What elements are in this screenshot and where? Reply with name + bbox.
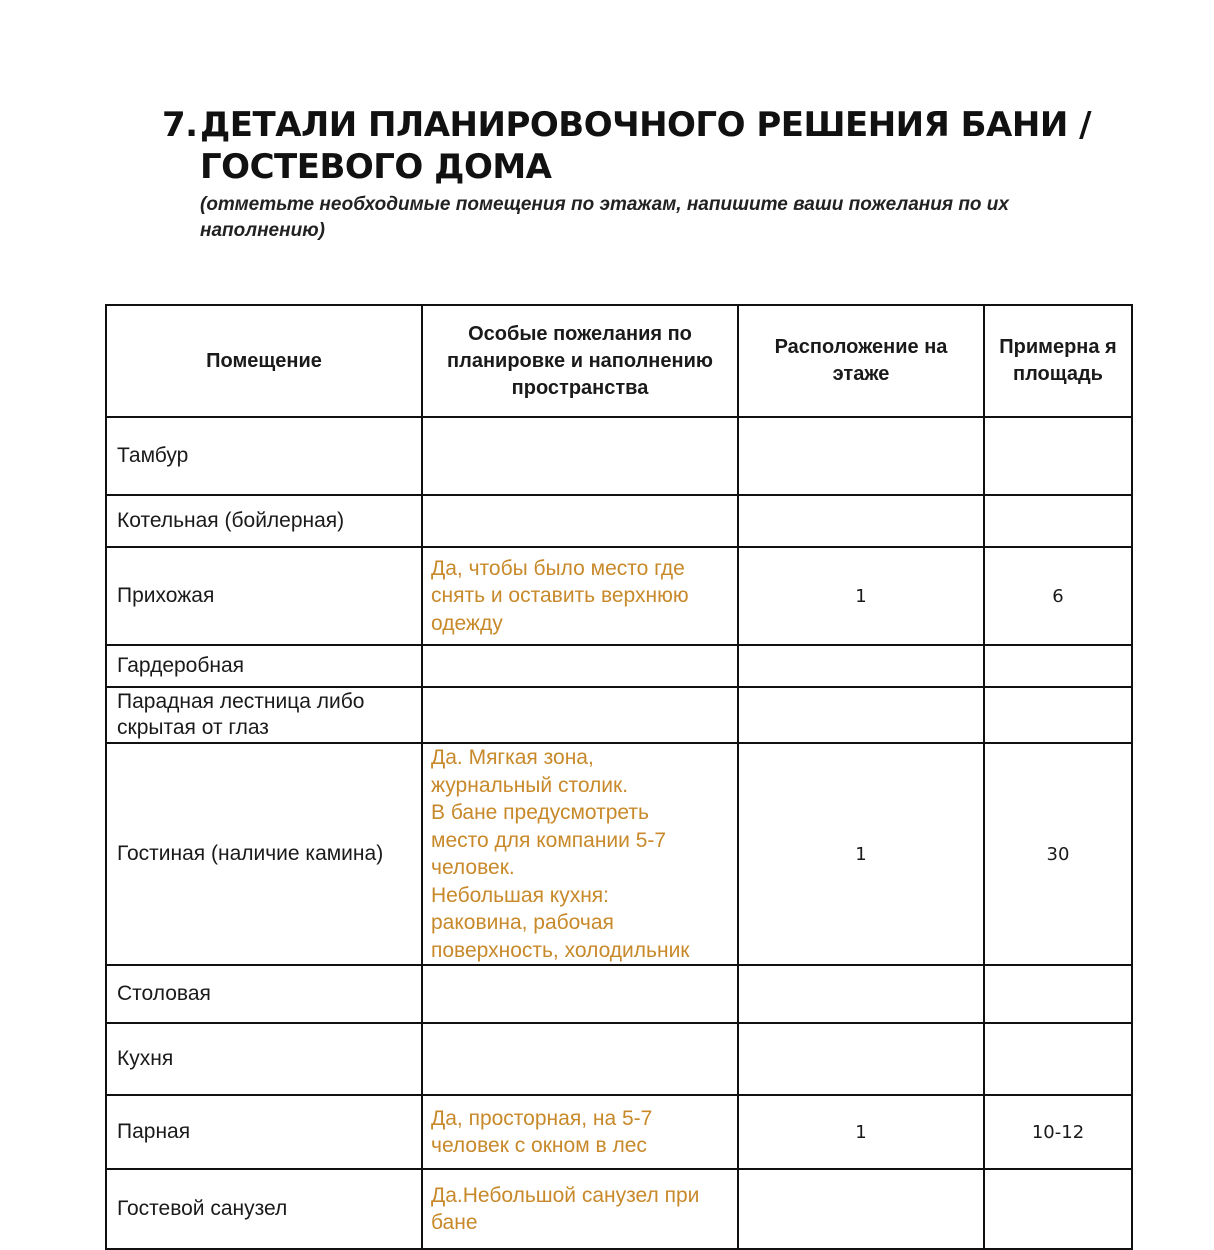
table-row xyxy=(106,1095,1132,1169)
table-row xyxy=(106,687,1132,743)
section-subtitle: (отметьте необходимые помещения по этажам, напишите ваши пожелания по их наполнению) xyxy=(200,194,1009,241)
cell-room[interactable]: Котельная (бойлерная) xyxy=(106,495,422,547)
cell-floor[interactable]: 1 xyxy=(738,1095,984,1169)
wish-line: раковина, рабочая xyxy=(431,911,614,934)
cell-floor[interactable] xyxy=(738,495,984,547)
wish-line: В бане предусмотреть xyxy=(431,801,649,824)
table-row xyxy=(106,495,1132,547)
section-number: 7. xyxy=(162,105,198,145)
cell-area[interactable]: 10-12 xyxy=(984,1095,1132,1169)
cell-room[interactable]: Гардеробная xyxy=(106,645,422,687)
cell-area[interactable] xyxy=(984,1023,1132,1095)
rooms-table xyxy=(105,304,1133,1250)
cell-floor[interactable]: 1 xyxy=(738,743,984,965)
wish-line: Да, чтобы было место где xyxy=(431,556,685,580)
section-title-text: ДЕТАЛИ ПЛАНИРОВОЧНОГО РЕШЕНИЯ БАНИ / ГОСТЕВОГО ДОМА xyxy=(200,105,1092,187)
wish-line: Да.Небольшой санузел при xyxy=(431,1183,700,1207)
cell-area[interactable]: 30 xyxy=(984,743,1132,965)
header-wishes: Особые пожелания по планировке и наполнению пространства xyxy=(422,305,738,417)
cell-area[interactable] xyxy=(984,645,1132,687)
wish-line: снять и оставить верхнюю xyxy=(431,584,689,608)
wish-line: Да. Мягкая зона, xyxy=(431,746,594,769)
cell-room[interactable]: Тамбур xyxy=(106,417,422,495)
cell-floor[interactable] xyxy=(738,1023,984,1095)
cell-area[interactable] xyxy=(984,965,1132,1023)
wish-line: человек. xyxy=(431,856,515,879)
cell-room[interactable]: Парадная лестница либо скрытая от глаз xyxy=(106,687,422,743)
cell-wishes[interactable] xyxy=(422,687,738,743)
cell-room[interactable]: Прихожая xyxy=(106,547,422,645)
table-header-row xyxy=(106,305,1132,417)
header-floor: Расположение на этаже xyxy=(738,305,984,417)
cell-floor[interactable]: 1 xyxy=(738,547,984,645)
cell-floor[interactable] xyxy=(738,965,984,1023)
cell-room[interactable]: Гостевой санузел xyxy=(106,1169,422,1249)
wish-line: Да, просторная, на 5-7 xyxy=(431,1106,653,1130)
header-room: Помещение xyxy=(106,305,422,417)
cell-floor[interactable] xyxy=(738,1169,984,1249)
cell-room[interactable]: Гостиная (наличие камина) xyxy=(106,743,422,965)
table-body xyxy=(106,417,1132,1249)
wish-line: место для компании 5-7 xyxy=(431,828,667,852)
cell-wishes[interactable] xyxy=(422,1023,738,1095)
cell-room[interactable]: Парная xyxy=(106,1095,422,1169)
section-heading xyxy=(162,104,1122,244)
header-area: Примерна я площадь xyxy=(984,305,1132,417)
table-row xyxy=(106,417,1132,495)
cell-wishes[interactable] xyxy=(422,1095,738,1169)
cell-area[interactable]: 6 xyxy=(984,547,1132,645)
cell-area[interactable] xyxy=(984,417,1132,495)
cell-area[interactable] xyxy=(984,687,1132,743)
cell-wishes[interactable] xyxy=(422,417,738,495)
wish-line: бане xyxy=(431,1211,478,1234)
cell-room[interactable]: Кухня xyxy=(106,1023,422,1095)
cell-area[interactable] xyxy=(984,495,1132,547)
cell-wishes[interactable] xyxy=(422,1169,738,1249)
table-row xyxy=(106,1023,1132,1095)
wish-line: одежду xyxy=(431,611,503,635)
cell-wishes[interactable] xyxy=(422,495,738,547)
cell-wishes[interactable] xyxy=(422,645,738,687)
cell-wishes[interactable] xyxy=(422,965,738,1023)
cell-wishes[interactable] xyxy=(422,547,738,645)
wish-line: человек с окном в лес xyxy=(431,1134,647,1157)
cell-area[interactable] xyxy=(984,1169,1132,1249)
table-row xyxy=(106,1169,1132,1249)
cell-floor[interactable] xyxy=(738,417,984,495)
cell-room[interactable]: Столовая xyxy=(106,965,422,1023)
wish-line: поверхность, холодильник xyxy=(431,938,690,962)
wish-line: журнальный столик. xyxy=(431,773,629,797)
table-row xyxy=(106,965,1132,1023)
table-row xyxy=(106,547,1132,645)
cell-floor[interactable] xyxy=(738,645,984,687)
table-row xyxy=(106,645,1132,687)
table-row xyxy=(106,743,1132,965)
cell-floor[interactable] xyxy=(738,687,984,743)
section-title xyxy=(162,104,1122,188)
cell-wishes[interactable] xyxy=(422,743,738,965)
wish-line: Небольшая кухня: xyxy=(431,883,610,907)
